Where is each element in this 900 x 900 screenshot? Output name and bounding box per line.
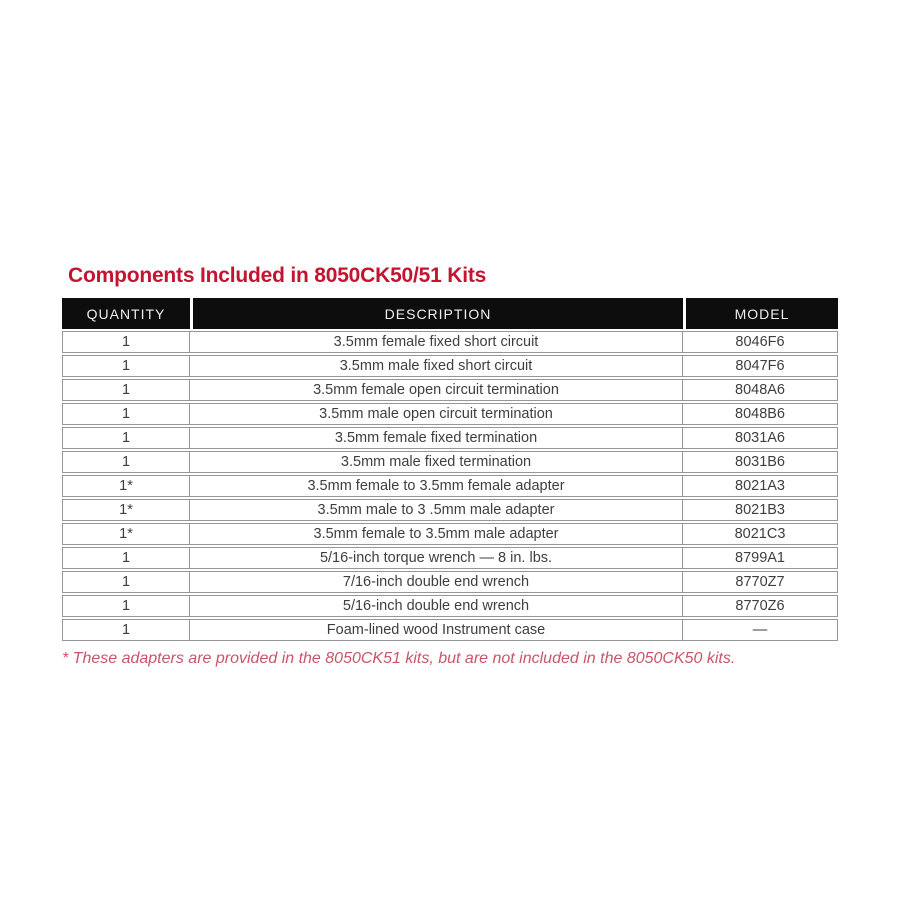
- column-header-quantity: QUANTITY: [62, 298, 190, 329]
- table-row: [62, 571, 838, 593]
- cell-description: 3.5mm female to 3.5mm male adapter: [190, 523, 683, 545]
- cell-quantity: 1: [62, 427, 190, 449]
- table-row: [62, 499, 838, 521]
- cell-quantity: 1: [62, 595, 190, 617]
- table-row: [62, 619, 838, 641]
- cell-description: 7/16-inch double end wrench: [190, 571, 683, 593]
- table-row: [62, 379, 838, 401]
- table-row: [62, 475, 838, 497]
- cell-quantity: 1: [62, 619, 190, 641]
- cell-description: 3.5mm male fixed short circuit: [190, 355, 683, 377]
- cell-quantity: 1: [62, 451, 190, 473]
- table-row: [62, 427, 838, 449]
- cell-model: 8047F6: [683, 355, 838, 377]
- table-row: [62, 451, 838, 473]
- cell-description: 3.5mm male to 3 .5mm male adapter: [190, 499, 683, 521]
- cell-model: 8021C3: [683, 523, 838, 545]
- cell-quantity: 1: [62, 379, 190, 401]
- cell-description: 3.5mm male open circuit termination: [190, 403, 683, 425]
- column-header-model: MODEL: [683, 298, 838, 329]
- cell-quantity: 1*: [62, 475, 190, 497]
- cell-description: Foam-lined wood Instrument case: [190, 619, 683, 641]
- cell-quantity: 1: [62, 547, 190, 569]
- cell-description: 5/16-inch torque wrench — 8 in. lbs.: [190, 547, 683, 569]
- cell-model: 8770Z7: [683, 571, 838, 593]
- cell-model: 8048A6: [683, 379, 838, 401]
- table-header-row: [62, 298, 838, 329]
- cell-description: 3.5mm female fixed short circuit: [190, 331, 683, 353]
- cell-description: 3.5mm male fixed termination: [190, 451, 683, 473]
- cell-quantity: 1: [62, 355, 190, 377]
- cell-model: 8799A1: [683, 547, 838, 569]
- cell-description: 3.5mm female to 3.5mm female adapter: [190, 475, 683, 497]
- table-row: [62, 595, 838, 617]
- cell-model: 8031B6: [683, 451, 838, 473]
- cell-model: 8031A6: [683, 427, 838, 449]
- column-header-description: DESCRIPTION: [190, 298, 683, 329]
- cell-model: 8021A3: [683, 475, 838, 497]
- cell-description: 3.5mm female fixed termination: [190, 427, 683, 449]
- table-body: [62, 331, 838, 641]
- cell-description: 5/16-inch double end wrench: [190, 595, 683, 617]
- cell-description: 3.5mm female open circuit termination: [190, 379, 683, 401]
- cell-model: —: [683, 619, 838, 641]
- cell-quantity: 1*: [62, 499, 190, 521]
- table-row: [62, 547, 838, 569]
- cell-quantity: 1: [62, 403, 190, 425]
- cell-quantity: 1: [62, 571, 190, 593]
- table-row: [62, 403, 838, 425]
- cell-model: 8770Z6: [683, 595, 838, 617]
- cell-model: 8021B3: [683, 499, 838, 521]
- table-row: [62, 523, 838, 545]
- components-table: [62, 296, 838, 643]
- table-row: [62, 331, 838, 353]
- cell-model: 8048B6: [683, 403, 838, 425]
- page-title: Components Included in 8050CK50/51 Kits: [68, 264, 487, 287]
- footnote: * These adapters are provided in the 8050CK51 kits, but are not included in the 8050CK50 kits.: [62, 650, 736, 667]
- cell-model: 8046F6: [683, 331, 838, 353]
- cell-quantity: 1: [62, 331, 190, 353]
- table-row: [62, 355, 838, 377]
- cell-quantity: 1*: [62, 523, 190, 545]
